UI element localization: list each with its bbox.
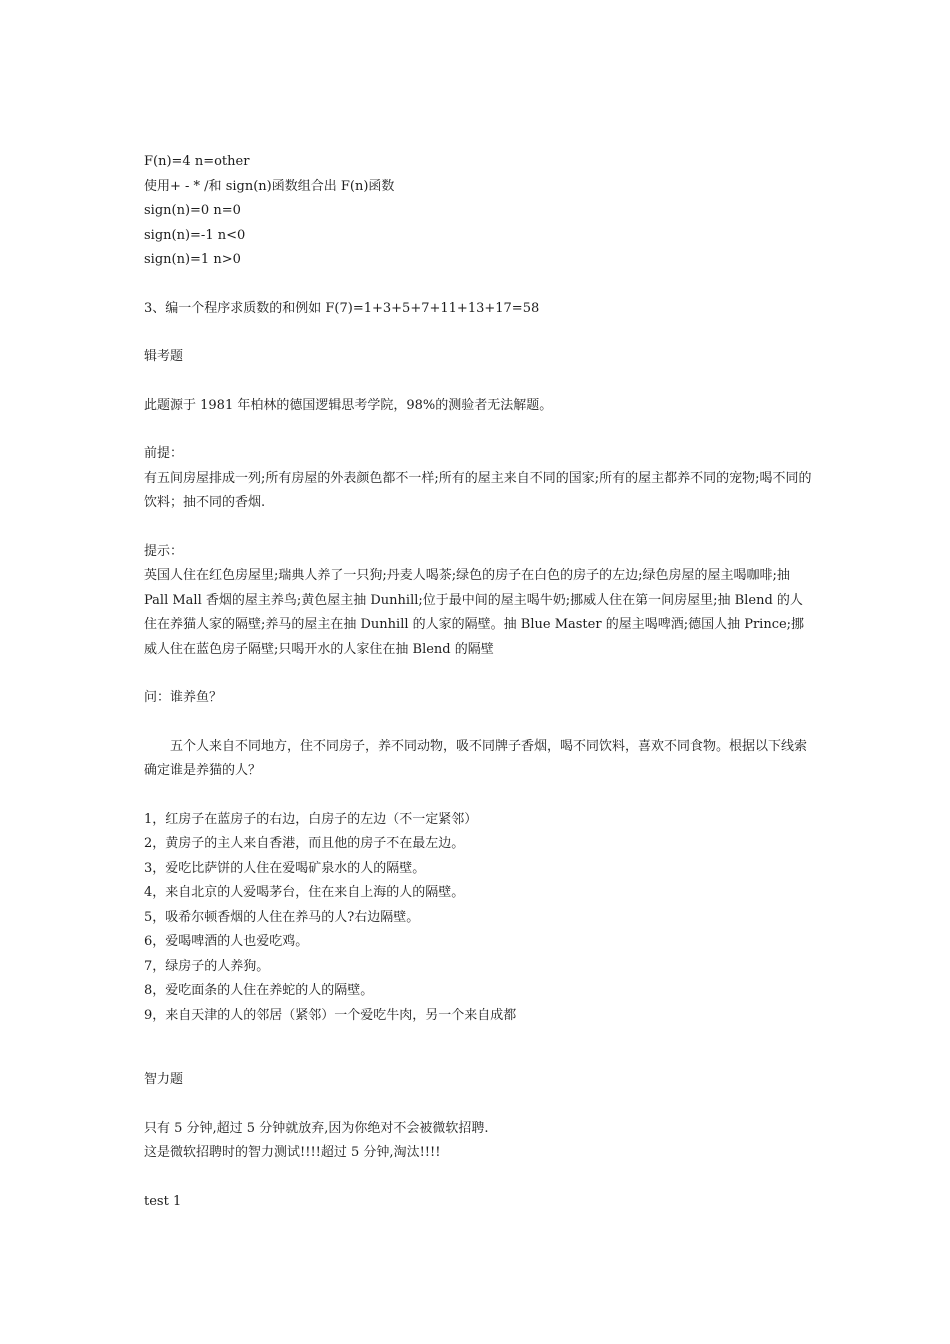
clue-item: 7，绿房子的人养狗。 [144,958,270,974]
clue-item: 2，黄房子的主人来自香港，而且他的房子不在最左边。 [144,836,465,851]
clue-item: 4，来自北京的人爱喝茅台，住在来自上海的人的隔壁。 [144,885,465,900]
iq-line: 只有 5 分钟,超过 5 分钟就放弃,因为你绝对不会被微软招聘. [144,1120,489,1136]
hint-text: 英国人住在红色房屋里;瑞典人养了一只狗;丹麦人喝茶;绿色的房子在白色的房子的左边;绿色房屋的屋主喝咖啡;抽 Pall Mall 香烟的屋主养鸟;黄色屋主抽 Dunhill;位于最中间的屋主喝牛奶;挪威人住在第一间房屋里;抽 Blend 的人住在养猫人家的隔壁;养马的屋主在抽 Dunhill 的人家的隔壁。抽 Blue Master 的屋主喝啤酒;德国人抽 Prince;挪威人住在蓝色房子隔壁;只喝开水的人家住在抽 Blend 的隔壁 [144,568,805,657]
text-line: F(n)=4 n=other [144,154,250,169]
question-who-keeps-fish: 问：谁养鱼？ [144,690,223,705]
clue-item: 3，爱吃比萨饼的人住在爱喝矿泉水的人的隔壁。 [144,860,426,876]
question-3: 3、编一个程序求质数的和例如 F(7)=1+3+5+7+11+13+17=58 [144,300,540,316]
clue-item: 8，爱吃面条的人住在养蛇的人的隔壁。 [144,983,374,998]
hint-label: 提示： [144,543,184,559]
premise-text: 有五间房屋排成一列;所有房屋的外表颜色都不一样;所有的屋主来自不同的国家;所有的屋主都养不同的宠物;喝不同的饮料；抽不同的香烟. [144,470,812,510]
clue-item: 1，红房子在蓝房子的右边，白房子的左边（不一定紧邻） [144,811,478,827]
section-heading-iq: 智力题 [144,1072,184,1087]
text-line: sign(n)=-1 n<0 [144,227,246,243]
intro-text: 此题源于 1981 年柏林的德国逻辑思考学院，98%的测验者无法解题。 [144,397,553,413]
clue-item: 9，来自天津的人的邻居（紧邻）一个爱吃牛肉，另一个来自成都 [144,1007,517,1023]
clue-item: 5，吸希尔顿香烟的人住在养马的人?右边隔壁。 [144,909,420,925]
text-line: sign(n)=1 n>0 [144,252,241,267]
clue-item: 6，爱喝啤酒的人也爱吃鸡。 [144,934,309,949]
text-line: 使用+ - * /和 sign(n)函数组合出 F(n)函数 [144,178,395,194]
test-label: test 1 [144,1193,182,1209]
iq-line: 这是微软招聘时的智力测试!!!!超过 5 分钟,淘汰!!!! [144,1145,441,1160]
section-heading-logic: 辑考题 [144,349,184,364]
puzzle-2-text: 五个人来自不同地方，住不同房子，养不同动物，吸不同牌子香烟，喝不同饮料，喜欢不同食物。根据以下线索确定谁是养猫的人？ [144,738,808,778]
premise-label: 前提： [144,446,184,461]
document-page [144,150,814,1214]
text-line: sign(n)=0 n=0 [144,203,241,218]
